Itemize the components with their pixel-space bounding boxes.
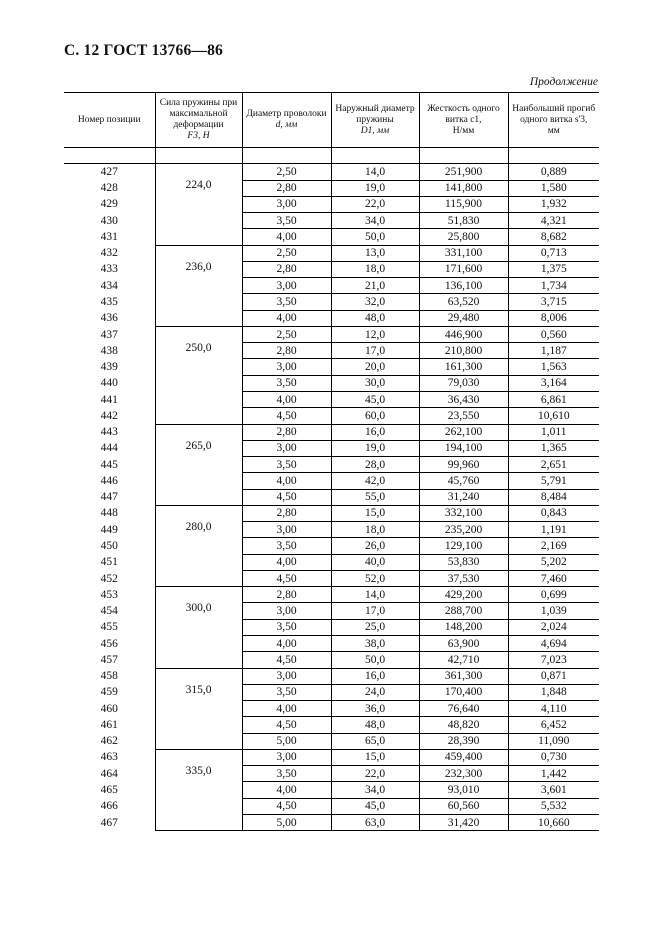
deflection-cell: 0,560 bbox=[508, 326, 599, 342]
stiffness-cell: 63,900 bbox=[419, 635, 508, 651]
table-row bbox=[64, 749, 599, 765]
table-row bbox=[64, 440, 599, 456]
stiffness-cell: 232,300 bbox=[419, 766, 508, 782]
stiffness-cell: 171,600 bbox=[419, 261, 508, 277]
stiffness-cell: 262,100 bbox=[419, 424, 508, 440]
outer-diameter-cell: 22,0 bbox=[331, 196, 419, 212]
outer-diameter-cell: 45,0 bbox=[331, 798, 419, 814]
table-row bbox=[64, 522, 599, 538]
outer-diameter-cell: 24,0 bbox=[331, 684, 419, 700]
table-row bbox=[64, 213, 599, 229]
table-row bbox=[64, 538, 599, 554]
wire-diameter-cell: 3,50 bbox=[242, 375, 331, 391]
table-row bbox=[64, 245, 599, 261]
wire-diameter-cell: 2,80 bbox=[242, 261, 331, 277]
wire-diameter-cell: 4,00 bbox=[242, 782, 331, 798]
deflection-cell: 11,090 bbox=[508, 733, 599, 749]
force-cell: 300,0 bbox=[155, 587, 242, 668]
position-cell: 462 bbox=[100, 735, 118, 748]
wire-diameter-cell: 3,00 bbox=[242, 196, 331, 212]
deflection-cell: 8,484 bbox=[508, 489, 599, 505]
wire-diameter-cell: 3,00 bbox=[242, 359, 331, 375]
outer-diameter-cell: 25,0 bbox=[331, 619, 419, 635]
deflection-cell: 7,460 bbox=[508, 570, 599, 586]
position-cell: 442 bbox=[100, 409, 118, 422]
wire-diameter-cell: 2,50 bbox=[242, 326, 331, 342]
wire-diameter-cell: 2,80 bbox=[242, 505, 331, 521]
outer-diameter-cell: 32,0 bbox=[331, 294, 419, 310]
wire-diameter-cell: 3,50 bbox=[242, 213, 331, 229]
table-row bbox=[64, 554, 599, 570]
table-row bbox=[64, 733, 599, 749]
outer-diameter-cell: 18,0 bbox=[331, 522, 419, 538]
outer-diameter-cell: 12,0 bbox=[331, 326, 419, 342]
stiffness-cell: 235,200 bbox=[419, 522, 508, 538]
stiffness-cell: 99,960 bbox=[419, 457, 508, 473]
wire-diameter-cell: 3,00 bbox=[242, 522, 331, 538]
position-cell: 446 bbox=[100, 474, 118, 487]
outer-diameter-cell: 19,0 bbox=[331, 180, 419, 196]
stiffness-cell: 115,900 bbox=[419, 196, 508, 212]
position-cell: 436 bbox=[100, 312, 118, 325]
table-row bbox=[64, 261, 599, 277]
wire-diameter-cell: 5,00 bbox=[242, 733, 331, 749]
position-cell: 465 bbox=[100, 783, 118, 796]
position-cell: 448 bbox=[100, 507, 118, 520]
deflection-cell: 7,023 bbox=[508, 652, 599, 668]
position-cell: 428 bbox=[100, 182, 118, 195]
stiffness-cell: 51,830 bbox=[419, 213, 508, 229]
wire-diameter-cell: 2,50 bbox=[242, 164, 331, 180]
wire-diameter-cell: 5,00 bbox=[242, 814, 331, 830]
header-outer-diameter: Наружный диаметр пружины D1, мм bbox=[331, 93, 419, 148]
table-row bbox=[64, 391, 599, 407]
stiffness-cell: 210,800 bbox=[419, 343, 508, 359]
outer-diameter-cell: 14,0 bbox=[331, 164, 419, 180]
wire-diameter-cell: 3,50 bbox=[242, 766, 331, 782]
outer-diameter-cell: 50,0 bbox=[331, 652, 419, 668]
deflection-cell: 4,110 bbox=[508, 701, 599, 717]
table-row bbox=[64, 782, 599, 798]
deflection-cell: 1,734 bbox=[508, 278, 599, 294]
table-row bbox=[64, 668, 599, 684]
deflection-cell: 1,011 bbox=[508, 424, 599, 440]
position-cell: 449 bbox=[100, 523, 118, 536]
wire-diameter-cell: 4,00 bbox=[242, 554, 331, 570]
wire-diameter-cell: 2,80 bbox=[242, 180, 331, 196]
outer-diameter-cell: 28,0 bbox=[331, 457, 419, 473]
spacer-cell bbox=[331, 148, 419, 164]
position-cell: 463 bbox=[100, 751, 118, 764]
table-row bbox=[64, 635, 599, 651]
deflection-cell: 10,610 bbox=[508, 408, 599, 424]
spacer-cell bbox=[508, 148, 599, 164]
stiffness-cell: 53,830 bbox=[419, 554, 508, 570]
stiffness-cell: 37,530 bbox=[419, 570, 508, 586]
force-cell: 224,0 bbox=[155, 164, 242, 245]
table-row bbox=[64, 717, 599, 733]
deflection-cell: 1,580 bbox=[508, 180, 599, 196]
deflection-cell: 5,202 bbox=[508, 554, 599, 570]
position-cell: 450 bbox=[100, 540, 118, 552]
table-row bbox=[64, 326, 599, 342]
deflection-cell: 1,375 bbox=[508, 261, 599, 277]
stiffness-cell: 29,480 bbox=[419, 310, 508, 326]
page-header: С. 12 ГОСТ 13766—86 bbox=[64, 42, 223, 59]
position-cell: 452 bbox=[100, 572, 118, 585]
outer-diameter-cell: 13,0 bbox=[331, 245, 419, 261]
wire-diameter-cell: 3,00 bbox=[242, 668, 331, 684]
wire-diameter-cell: 4,50 bbox=[242, 652, 331, 668]
position-cell: 443 bbox=[100, 426, 118, 439]
wire-diameter-cell: 3,50 bbox=[242, 619, 331, 635]
outer-diameter-cell: 15,0 bbox=[331, 505, 419, 521]
outer-diameter-cell: 55,0 bbox=[331, 489, 419, 505]
force-cell: 280,0 bbox=[155, 505, 242, 586]
deflection-cell: 1,365 bbox=[508, 440, 599, 456]
outer-diameter-cell: 48,0 bbox=[331, 717, 419, 733]
table-row bbox=[64, 570, 599, 586]
stiffness-cell: 148,200 bbox=[419, 619, 508, 635]
force-cell: 335,0 bbox=[155, 749, 242, 830]
outer-diameter-cell: 34,0 bbox=[331, 213, 419, 229]
spring-spec-table bbox=[64, 92, 599, 831]
deflection-cell: 3,601 bbox=[508, 782, 599, 798]
wire-diameter-cell: 4,00 bbox=[242, 701, 331, 717]
stiffness-cell: 194,100 bbox=[419, 440, 508, 456]
deflection-cell: 0,713 bbox=[508, 245, 599, 261]
wire-diameter-cell: 4,00 bbox=[242, 635, 331, 651]
outer-diameter-cell: 26,0 bbox=[331, 538, 419, 554]
stiffness-cell: 129,100 bbox=[419, 538, 508, 554]
force-cell: 265,0 bbox=[155, 424, 242, 505]
table-row bbox=[64, 766, 599, 782]
position-cell: 435 bbox=[100, 296, 118, 309]
deflection-cell: 1,563 bbox=[508, 359, 599, 375]
wire-diameter-cell: 4,00 bbox=[242, 310, 331, 326]
deflection-cell: 0,843 bbox=[508, 505, 599, 521]
table-row bbox=[64, 278, 599, 294]
spacer-cell bbox=[155, 148, 242, 164]
deflection-cell: 1,187 bbox=[508, 343, 599, 359]
table-row bbox=[64, 798, 599, 814]
stiffness-cell: 93,010 bbox=[419, 782, 508, 798]
wire-diameter-cell: 3,00 bbox=[242, 440, 331, 456]
stiffness-cell: 63,520 bbox=[419, 294, 508, 310]
position-cell: 439 bbox=[100, 361, 118, 374]
stiffness-cell: 31,240 bbox=[419, 489, 508, 505]
table-row bbox=[64, 196, 599, 212]
position-cell: 455 bbox=[100, 621, 118, 634]
deflection-cell: 6,861 bbox=[508, 391, 599, 407]
deflection-cell: 10,660 bbox=[508, 814, 599, 830]
stiffness-cell: 36,430 bbox=[419, 391, 508, 407]
outer-diameter-cell: 48,0 bbox=[331, 310, 419, 326]
outer-diameter-cell: 21,0 bbox=[331, 278, 419, 294]
stiffness-cell: 45,760 bbox=[419, 473, 508, 489]
table-row bbox=[64, 619, 599, 635]
stiffness-cell: 446,900 bbox=[419, 326, 508, 342]
outer-diameter-cell: 38,0 bbox=[331, 635, 419, 651]
deflection-cell: 0,871 bbox=[508, 668, 599, 684]
position-cell: 466 bbox=[100, 800, 118, 813]
force-cell: 250,0 bbox=[155, 326, 242, 424]
table-body bbox=[64, 164, 599, 831]
deflection-cell: 8,006 bbox=[508, 310, 599, 326]
position-cell: 430 bbox=[100, 214, 118, 227]
wire-diameter-cell: 3,00 bbox=[242, 603, 331, 619]
deflection-cell: 1,442 bbox=[508, 766, 599, 782]
outer-diameter-cell: 19,0 bbox=[331, 440, 419, 456]
position-cell: 438 bbox=[100, 344, 118, 357]
wire-diameter-cell: 3,50 bbox=[242, 457, 331, 473]
table-row bbox=[64, 701, 599, 717]
table-row bbox=[64, 229, 599, 245]
wire-diameter-cell: 4,50 bbox=[242, 489, 331, 505]
position-cell: 454 bbox=[100, 605, 118, 618]
table-row bbox=[64, 652, 599, 668]
header-position: Номер позиции bbox=[64, 93, 155, 148]
position-cell: 451 bbox=[100, 556, 118, 569]
table-row bbox=[64, 310, 599, 326]
position-cell: 437 bbox=[100, 328, 118, 341]
spacer-cell bbox=[64, 148, 155, 164]
outer-diameter-cell: 36,0 bbox=[331, 701, 419, 717]
outer-diameter-cell: 16,0 bbox=[331, 424, 419, 440]
outer-diameter-cell: 60,0 bbox=[331, 408, 419, 424]
table-row bbox=[64, 164, 599, 180]
deflection-cell: 0,730 bbox=[508, 749, 599, 765]
wire-diameter-cell: 2,80 bbox=[242, 424, 331, 440]
wire-diameter-cell: 4,50 bbox=[242, 408, 331, 424]
header-stiffness: Жесткость одного витка c1, Н/мм bbox=[419, 93, 508, 148]
stiffness-cell: 136,100 bbox=[419, 278, 508, 294]
position-cell: 456 bbox=[100, 637, 118, 650]
deflection-cell: 4,694 bbox=[508, 635, 599, 651]
table-row bbox=[64, 359, 599, 375]
stiffness-cell: 161,300 bbox=[419, 359, 508, 375]
wire-diameter-cell: 3,50 bbox=[242, 538, 331, 554]
position-cell: 453 bbox=[100, 588, 118, 601]
outer-diameter-cell: 34,0 bbox=[331, 782, 419, 798]
position-cell: 433 bbox=[100, 263, 118, 276]
position-cell: 460 bbox=[100, 702, 118, 715]
position-cell: 457 bbox=[100, 653, 118, 666]
spacer-cell bbox=[419, 148, 508, 164]
deflection-cell: 0,699 bbox=[508, 587, 599, 603]
stiffness-cell: 332,100 bbox=[419, 505, 508, 521]
table-row bbox=[64, 684, 599, 700]
position-cell: 434 bbox=[100, 279, 118, 292]
stiffness-cell: 23,550 bbox=[419, 408, 508, 424]
stiffness-cell: 48,820 bbox=[419, 717, 508, 733]
position-cell: 459 bbox=[100, 686, 118, 699]
position-cell: 441 bbox=[100, 393, 118, 406]
table-row bbox=[64, 180, 599, 196]
deflection-cell: 3,164 bbox=[508, 375, 599, 391]
table-header-row bbox=[64, 93, 599, 148]
outer-diameter-cell: 40,0 bbox=[331, 554, 419, 570]
outer-diameter-cell: 45,0 bbox=[331, 391, 419, 407]
stiffness-cell: 28,390 bbox=[419, 733, 508, 749]
outer-diameter-cell: 52,0 bbox=[331, 570, 419, 586]
wire-diameter-cell: 2,80 bbox=[242, 587, 331, 603]
deflection-cell: 1,039 bbox=[508, 603, 599, 619]
force-cell: 315,0 bbox=[155, 668, 242, 749]
spacer-cell bbox=[242, 148, 331, 164]
position-cell: 427 bbox=[100, 166, 118, 179]
wire-diameter-cell: 3,50 bbox=[242, 684, 331, 700]
force-cell: 236,0 bbox=[155, 245, 242, 326]
position-cell: 461 bbox=[100, 718, 118, 731]
wire-diameter-cell: 3,50 bbox=[242, 294, 331, 310]
stiffness-cell: 25,800 bbox=[419, 229, 508, 245]
stiffness-cell: 31,420 bbox=[419, 814, 508, 830]
outer-diameter-cell: 20,0 bbox=[331, 359, 419, 375]
header-spacer-row bbox=[64, 148, 599, 164]
stiffness-cell: 459,400 bbox=[419, 749, 508, 765]
stiffness-cell: 141,800 bbox=[419, 180, 508, 196]
deflection-cell: 2,651 bbox=[508, 457, 599, 473]
deflection-cell: 0,889 bbox=[508, 164, 599, 180]
outer-diameter-cell: 14,0 bbox=[331, 587, 419, 603]
outer-diameter-cell: 65,0 bbox=[331, 733, 419, 749]
table-row bbox=[64, 424, 599, 440]
position-cell: 440 bbox=[100, 377, 118, 390]
table-row bbox=[64, 408, 599, 424]
position-cell: 444 bbox=[100, 442, 118, 455]
outer-diameter-cell: 17,0 bbox=[331, 603, 419, 619]
table-row bbox=[64, 473, 599, 489]
wire-diameter-cell: 2,80 bbox=[242, 343, 331, 359]
stiffness-cell: 288,700 bbox=[419, 603, 508, 619]
wire-diameter-cell: 4,50 bbox=[242, 570, 331, 586]
deflection-cell: 5,532 bbox=[508, 798, 599, 814]
stiffness-cell: 429,200 bbox=[419, 587, 508, 603]
table-row bbox=[64, 294, 599, 310]
outer-diameter-cell: 18,0 bbox=[331, 261, 419, 277]
position-cell: 447 bbox=[100, 491, 118, 504]
deflection-cell: 1,848 bbox=[508, 684, 599, 700]
continuation-label: Продолжение bbox=[529, 76, 598, 88]
table-row bbox=[64, 375, 599, 391]
position-cell: 467 bbox=[100, 816, 118, 829]
stiffness-cell: 42,710 bbox=[419, 652, 508, 668]
header-wire-diameter: Диаметр проволоки d, мм bbox=[242, 93, 331, 148]
stiffness-cell: 361,300 bbox=[419, 668, 508, 684]
deflection-cell: 4,321 bbox=[508, 213, 599, 229]
table-row bbox=[64, 603, 599, 619]
table-row bbox=[64, 343, 599, 359]
position-cell: 458 bbox=[100, 670, 118, 683]
wire-diameter-cell: 4,50 bbox=[242, 798, 331, 814]
stiffness-cell: 79,030 bbox=[419, 375, 508, 391]
deflection-cell: 1,932 bbox=[508, 196, 599, 212]
deflection-cell: 8,682 bbox=[508, 229, 599, 245]
position-cell: 464 bbox=[100, 767, 118, 780]
outer-diameter-cell: 16,0 bbox=[331, 668, 419, 684]
deflection-cell: 1,191 bbox=[508, 522, 599, 538]
position-cell: 431 bbox=[100, 230, 118, 243]
header-deflection: Наибольший прогиб одного витка s'3, мм bbox=[508, 93, 599, 148]
table-row bbox=[64, 814, 599, 830]
position-cell: 445 bbox=[100, 458, 118, 471]
deflection-cell: 2,024 bbox=[508, 619, 599, 635]
deflection-cell: 5,791 bbox=[508, 473, 599, 489]
wire-diameter-cell: 4,50 bbox=[242, 717, 331, 733]
outer-diameter-cell: 30,0 bbox=[331, 375, 419, 391]
table-row bbox=[64, 489, 599, 505]
wire-diameter-cell: 2,50 bbox=[242, 245, 331, 261]
position-cell: 429 bbox=[100, 198, 118, 211]
outer-diameter-cell: 50,0 bbox=[331, 229, 419, 245]
stiffness-cell: 331,100 bbox=[419, 245, 508, 261]
table-row bbox=[64, 587, 599, 603]
outer-diameter-cell: 22,0 bbox=[331, 766, 419, 782]
outer-diameter-cell: 15,0 bbox=[331, 749, 419, 765]
stiffness-cell: 251,900 bbox=[419, 164, 508, 180]
position-cell: 432 bbox=[100, 247, 118, 260]
deflection-cell: 6,452 bbox=[508, 717, 599, 733]
outer-diameter-cell: 42,0 bbox=[331, 473, 419, 489]
deflection-cell: 2,169 bbox=[508, 538, 599, 554]
stiffness-cell: 60,560 bbox=[419, 798, 508, 814]
stiffness-cell: 170,400 bbox=[419, 684, 508, 700]
header-force: Сила пружины при максимальной деформации F3, Н bbox=[155, 93, 242, 148]
stiffness-cell: 76,640 bbox=[419, 701, 508, 717]
deflection-cell: 3,715 bbox=[508, 294, 599, 310]
table-row bbox=[64, 505, 599, 521]
wire-diameter-cell: 4,00 bbox=[242, 229, 331, 245]
wire-diameter-cell: 3,00 bbox=[242, 278, 331, 294]
wire-diameter-cell: 4,00 bbox=[242, 391, 331, 407]
wire-diameter-cell: 4,00 bbox=[242, 473, 331, 489]
outer-diameter-cell: 17,0 bbox=[331, 343, 419, 359]
table-row bbox=[64, 457, 599, 473]
outer-diameter-cell: 63,0 bbox=[331, 814, 419, 830]
wire-diameter-cell: 3,00 bbox=[242, 749, 331, 765]
